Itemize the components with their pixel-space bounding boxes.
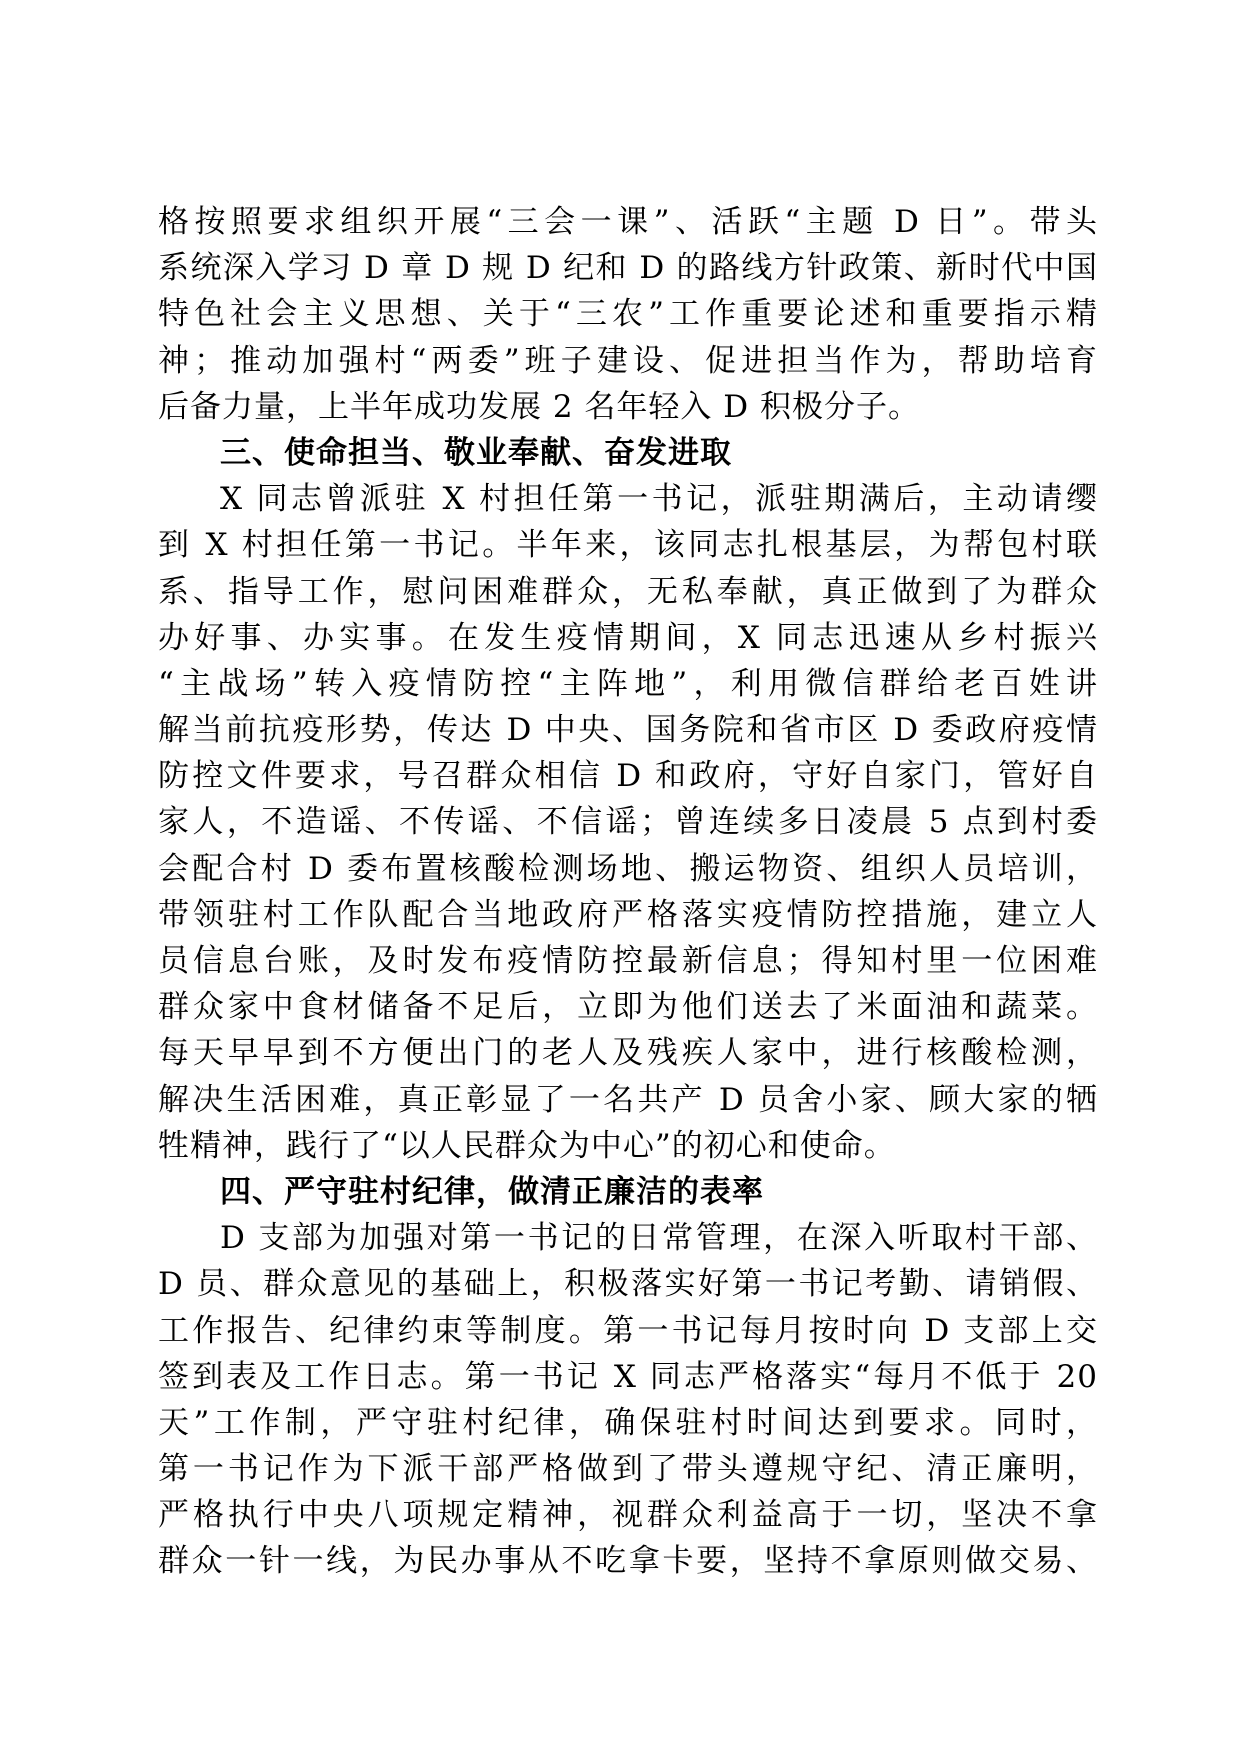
text-line: 家人，不造谣、不传谣、不信谣；曾连续多日凌晨 5 点到村委 xyxy=(158,804,1098,841)
paragraph-mission xyxy=(158,476,1098,1169)
text-line: X 同志曾派驻 X 村担任第一书记，派驻期满后，主动请缨 xyxy=(220,481,1098,518)
text-line: 办好事、办实事。在发生疫情期间，X 同志迅速从乡村振兴 xyxy=(158,619,1098,656)
text-line: 天”工作制，严守驻村纪律，确保驻村时间达到要求。同时， xyxy=(158,1404,1098,1441)
paragraph-discipline xyxy=(158,1215,1098,1585)
text-line: 解当前抗疫形势，传达 D 中央、国务院和省市区 D 委政府疫情 xyxy=(158,712,1098,749)
text-line: 群众家中食材储备不足后，立即为他们送去了米面油和蔬菜。 xyxy=(158,989,1098,1026)
document-body xyxy=(158,199,1098,1585)
paragraph-party-building xyxy=(158,199,1098,430)
text-line: 严格执行中央八项规定精神，视群众利益高于一切，坚决不拿 xyxy=(158,1497,1098,1534)
text-line: 员信息台账，及时发布疫情防控最新信息；得知村里一位困难 xyxy=(158,943,1098,979)
text-line: 群众一针一线，为民办事从不吃拿卡要，坚持不拿原则做交易、 xyxy=(158,1543,1098,1580)
text-line: 牲精神，践行了“以人民群众为中心”的初心和使命。 xyxy=(158,1127,896,1164)
text-line: 神；推动加强村“两委”班子建设、促进担当作为，帮助培育 xyxy=(158,342,1098,379)
text-line: 格按照要求组织开展“三会一课”、活跃“主题 D 日”。带头 xyxy=(158,204,1098,240)
text-line: “主战场”转入疫情防控“主阵地”，利用微信群给老百姓讲 xyxy=(158,665,1098,702)
section-heading-3: 三、使命担当、敬业奉献、奋发进取 xyxy=(220,434,732,471)
text-line: D 员、群众意见的基础上，积极落实好第一书记考勤、请销假、 xyxy=(158,1266,1098,1303)
text-line: 系统深入学习 D 章 D 规 D 纪和 D 的路线方针政策、新时代中国 xyxy=(158,250,1098,287)
text-line: 后备力量，上半年成功发展 2 名年轻入 D 积极分子。 xyxy=(158,388,920,425)
text-line: 会配合村 D 委布置核酸检测场地、搬运物资、组织人员培训， xyxy=(158,850,1098,887)
section-heading-4: 四、严守驻村纪律，做清正廉洁的表率 xyxy=(220,1173,764,1210)
text-line: 系、指导工作，慰问困难群众，无私奉献，真正做到了为群众 xyxy=(158,573,1098,610)
text-line: 特色社会主义思想、关于“三农”工作重要论述和重要指示精 xyxy=(158,296,1098,333)
text-line: 签到表及工作日志。第一书记 X 同志严格落实“每月不低于 20 xyxy=(158,1358,1098,1395)
text-line: D 支部为加强对第一书记的日常管理，在深入听取村干部、 xyxy=(220,1220,1098,1257)
text-line: 防控文件要求，号召群众相信 D 和政府，守好自家门，管好自 xyxy=(158,758,1098,795)
text-line: 解决生活困难，真正彰显了一名共产 D 员舍小家、顾大家的牺 xyxy=(158,1081,1098,1118)
text-line: 带领驻村工作队配合当地政府严格落实疫情防控措施，建立人 xyxy=(158,896,1098,933)
text-line: 每天早早到不方便出门的老人及残疾人家中，进行核酸检测， xyxy=(158,1035,1098,1072)
text-line: 第一书记作为下派干部严格做到了带头遵规守纪、清正廉明， xyxy=(158,1451,1098,1488)
text-line: 工作报告、纪律约束等制度。第一书记每月按时向 D 支部上交 xyxy=(158,1312,1098,1349)
text-line: 到 X 村担任第一书记。半年来，该同志扎根基层，为帮包村联 xyxy=(158,527,1098,564)
